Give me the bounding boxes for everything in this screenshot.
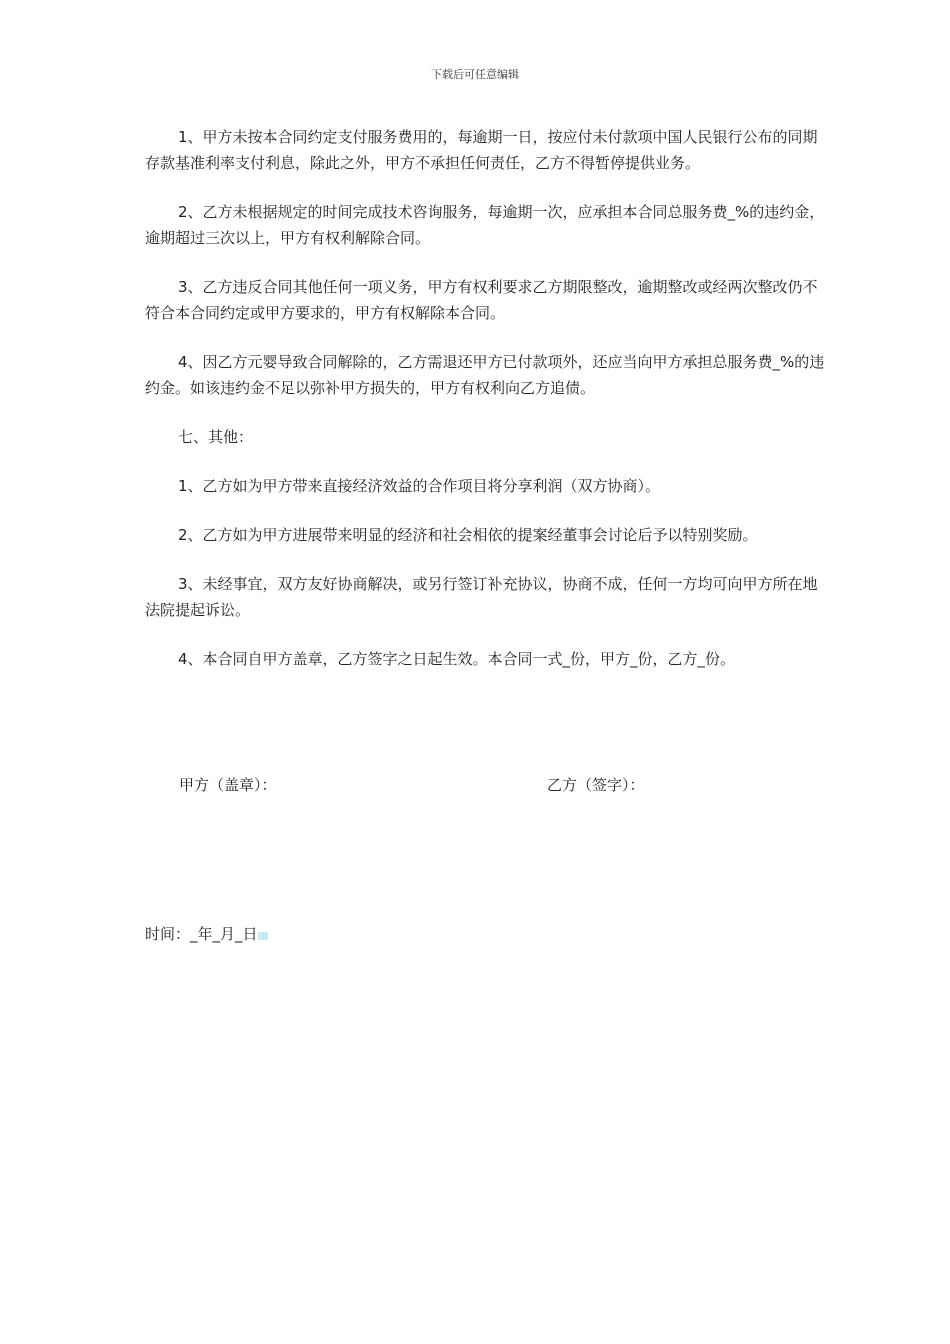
clause-1: 1、甲方未按本合同约定支付服务费用的，每逾期一日，按应付未付款项中国人民银行公布的同期存款基准利率支付利息，除此之外，甲方不承担任何责任，乙方不得暂停提供业务。 bbox=[145, 128, 818, 172]
date-text: 时间：_年_月_日 bbox=[145, 925, 258, 943]
other-item-2: 2、乙方如为甲方进展带来明显的经济和社会相依的提案经董事会讨论后予以特别奖励。 bbox=[178, 526, 758, 544]
section-other-title: 七、其他： bbox=[178, 428, 254, 446]
clause-3: 3、乙方违反合同其他任何一项义务，甲方有权利要求乙方期限整改，逾期整改或经两次整改仍不符合本合同约定或甲方要求的，甲方有权解除本合同。 bbox=[145, 278, 818, 322]
other-item-4: 4、本合同自甲方盖章，乙方签字之日起生效。本合同一式_份，甲方_份，乙方_份。 bbox=[178, 650, 736, 668]
document-body bbox=[145, 124, 825, 695]
text-cursor-highlight bbox=[258, 932, 268, 940]
header-note: 下载后可任意编辑 bbox=[431, 68, 519, 81]
clause-2: 2、乙方未根据规定的时间完成技术咨询服务，每逾期一次，应承担本合同总服务费_%的违约金，逾期超过三次以上，甲方有权利解除合同。 bbox=[145, 203, 825, 247]
date-line bbox=[145, 921, 268, 947]
party-a-seal-label: 甲方（盖章）： bbox=[179, 776, 277, 794]
party-b-sign-label: 乙方（签字）： bbox=[547, 776, 645, 794]
signature-block bbox=[179, 772, 779, 798]
other-item-3: 3、未经事宜，双方友好协商解决，或另行签订补充协议，协商不成，任何一方均可向甲方所在地法院提起诉讼。 bbox=[145, 575, 818, 619]
clause-4: 4、因乙方元婴导致合同解除的，乙方需退还甲方已付款项外，还应当向甲方承担总服务费_%的违约金。如该违约金不足以弥补甲方损失的，甲方有权利向乙方追债。 bbox=[145, 353, 825, 397]
other-item-1: 1、乙方如为甲方带来直接经济效益的合作项目将分享利润（双方协商）。 bbox=[178, 477, 661, 495]
